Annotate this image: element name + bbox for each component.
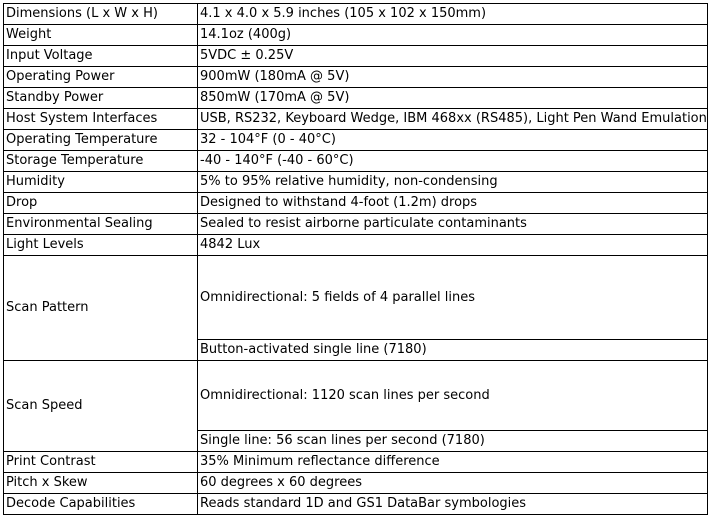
spec-label: Operating Power — [4, 67, 198, 88]
spec-value: 4.1 x 4.0 x 5.9 inches (105 x 102 x 150mm) — [198, 4, 708, 25]
spec-label-scan-pattern: Scan Pattern — [4, 256, 198, 361]
spec-label-scan-speed: Scan Speed — [4, 361, 198, 452]
spec-label: Print Contrast — [4, 452, 198, 473]
spec-value: Single line: 56 scan lines per second (7180) — [198, 431, 708, 452]
spec-label: Humidity — [4, 172, 198, 193]
table-row — [4, 4, 708, 25]
table-row — [4, 67, 708, 88]
spec-value: 5VDC ± 0.25V — [198, 46, 708, 67]
table-row — [4, 473, 708, 494]
spec-value: 35% Minimum reflectance difference — [198, 452, 708, 473]
spec-label: Operating Temperature — [4, 130, 198, 151]
table-row — [4, 46, 708, 67]
spec-value: Button-activated single line (7180) — [198, 340, 708, 361]
spec-label: Dimensions (L x W x H) — [4, 4, 198, 25]
table-row — [4, 452, 708, 473]
spec-label: Host System Interfaces — [4, 109, 198, 130]
spec-value: Omnidirectional: 5 fields of 4 parallel lines — [198, 256, 708, 340]
table-row — [4, 88, 708, 109]
table-row-scan-pattern — [4, 256, 708, 340]
spec-label: Drop — [4, 193, 198, 214]
table-row — [4, 193, 708, 214]
spec-value: 60 degrees x 60 degrees — [198, 473, 708, 494]
spec-label: Weight — [4, 25, 198, 46]
spec-label: Pitch x Skew — [4, 473, 198, 494]
spec-value: Designed to withstand 4-foot (1.2m) drops — [198, 193, 708, 214]
spec-value: -40 - 140°F (-40 - 60°C) — [198, 151, 708, 172]
spec-value: Omnidirectional: 1120 scan lines per second — [198, 361, 708, 431]
spec-label: Environmental Sealing — [4, 214, 198, 235]
table-row-scan-speed — [4, 361, 708, 431]
table-row — [4, 214, 708, 235]
spec-value: Reads standard 1D and GS1 DataBar symbologies — [198, 494, 708, 515]
spec-label: Input Voltage — [4, 46, 198, 67]
spec-value: Sealed to resist airborne particulate contaminants — [198, 214, 708, 235]
spec-value: 900mW (180mA @ 5V) — [198, 67, 708, 88]
spec-label: Decode Capabilities — [4, 494, 198, 515]
spec-label: Storage Temperature — [4, 151, 198, 172]
spec-value: 14.1oz (400g) — [198, 25, 708, 46]
table-row — [4, 235, 708, 256]
spec-label: Light Levels — [4, 235, 198, 256]
specifications-table — [3, 3, 708, 515]
table-row — [4, 109, 708, 130]
spec-value: 4842 Lux — [198, 235, 708, 256]
table-row — [4, 130, 708, 151]
table-row — [4, 172, 708, 193]
spec-label: Standby Power — [4, 88, 198, 109]
spec-value: USB, RS232, Keyboard Wedge, IBM 468xx (RS485), Light Pen Wand Emulation — [198, 109, 708, 130]
table-row — [4, 25, 708, 46]
table-row — [4, 151, 708, 172]
table-row — [4, 494, 708, 515]
spec-value: 32 - 104°F (0 - 40°C) — [198, 130, 708, 151]
spec-value: 5% to 95% relative humidity, non-condensing — [198, 172, 708, 193]
spec-value: 850mW (170mA @ 5V) — [198, 88, 708, 109]
